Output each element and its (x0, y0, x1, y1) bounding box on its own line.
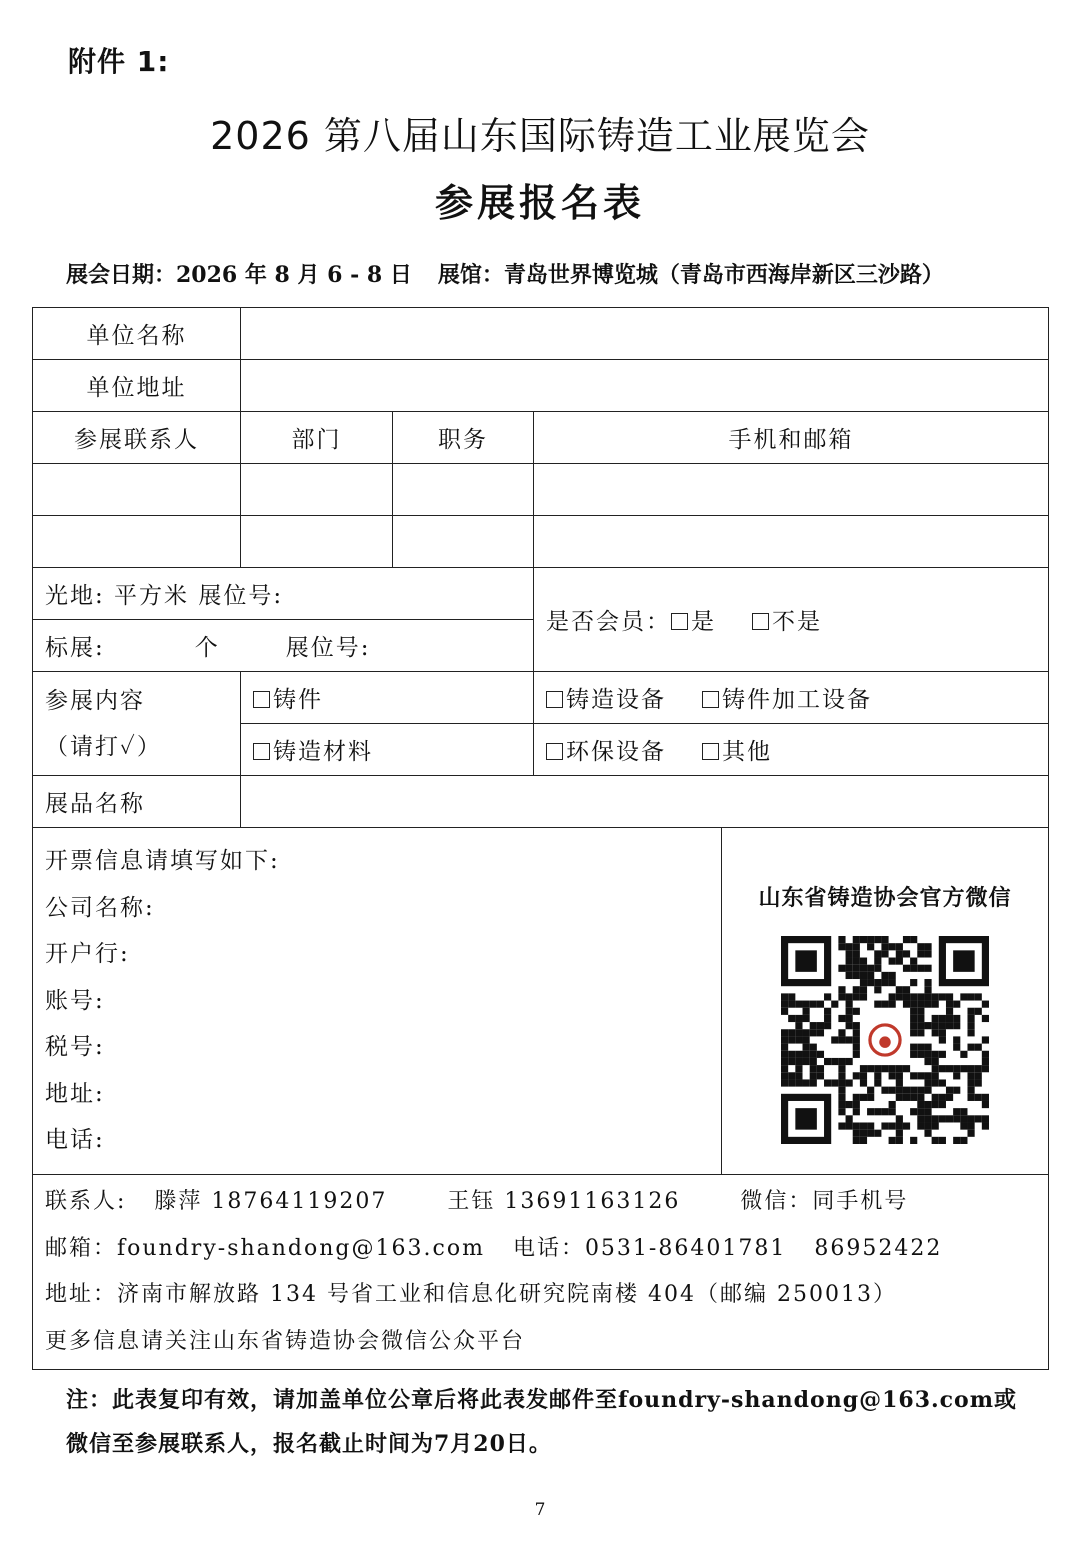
contact-header: 参展联系人 (33, 412, 241, 464)
casting-equipment-label: 铸造设备 (566, 687, 666, 713)
invoice-heading: 开票信息请填写如下: (45, 848, 280, 875)
exhibition-dates: 展会日期：2026 年 8 月 6 - 8 日 (66, 262, 412, 288)
castings-label: 铸件 (273, 687, 323, 713)
contact-person-1: 滕萍 18764119207 (154, 1189, 388, 1214)
option-equipment[interactable] (534, 672, 1049, 724)
invoice-account: 账号: (45, 987, 105, 1014)
member-question: 是否会员： (546, 609, 671, 635)
exhibition-info (66, 258, 944, 289)
contact-section (33, 1175, 1049, 1370)
exhibition-venue: 展馆：青岛世界博览城（青岛市西海岸新区三沙路） (437, 262, 944, 288)
phone-info-2: 86952422 (814, 1235, 943, 1261)
other-label: 其他 (722, 739, 772, 765)
standard-booth-unit: 个 (194, 635, 220, 661)
page-subtitle: 参展报名表 (434, 181, 645, 225)
option-castings[interactable] (241, 672, 534, 724)
environmental-checkbox[interactable] (546, 743, 563, 760)
phone-info: 电话：0531-86401781 (512, 1235, 787, 1261)
invoice-tax-id: 税号: (45, 1034, 105, 1061)
phone-email-field-2[interactable] (534, 516, 1049, 568)
invoice-address: 地址: (45, 1080, 105, 1107)
phone-email-header: 手机和邮箱 (534, 412, 1049, 464)
member-yes-checkbox[interactable] (671, 613, 688, 630)
exhibit-content-title: 参展内容 (45, 687, 145, 714)
standard-booth-number-label: 展位号: (285, 635, 371, 661)
membership-field (534, 568, 1049, 672)
standard-booth-label: 标展: (45, 635, 105, 661)
phone-email-field-1[interactable] (534, 464, 1049, 516)
member-yes-label: 是 (691, 609, 716, 635)
invoice-info-section[interactable] (33, 828, 722, 1175)
standard-booth-field[interactable] (33, 620, 534, 672)
company-address-label: 单位地址 (33, 360, 241, 412)
department-field-1[interactable] (241, 464, 393, 516)
member-no-checkbox[interactable] (752, 613, 769, 630)
email-info: 邮箱：foundry-shandong@163.com (45, 1235, 485, 1261)
raw-space-field[interactable]: 光地: 平方米 展位号: (33, 568, 534, 620)
contact-name-field-2[interactable] (33, 516, 241, 568)
machining-equipment-checkbox[interactable] (702, 691, 719, 708)
qr-title: 山东省铸造协会官方微信 (758, 884, 1012, 911)
environmental-label: 环保设备 (566, 739, 666, 765)
product-name-field[interactable] (241, 776, 1049, 828)
contact-line (45, 1179, 1036, 1226)
invoice-phone: 电话: (45, 1127, 105, 1154)
casting-equipment-checkbox[interactable] (546, 691, 563, 708)
more-info-line: 更多信息请关注山东省铸造协会微信公众平台 (45, 1328, 526, 1354)
wechat-info: 微信：同手机号 (740, 1189, 909, 1214)
option-environmental[interactable] (534, 724, 1049, 776)
materials-checkbox[interactable] (253, 743, 270, 760)
machining-equipment-label: 铸件加工设备 (722, 687, 872, 713)
option-materials[interactable] (241, 724, 534, 776)
footnote (66, 1378, 1026, 1466)
registration-form (32, 307, 1049, 1370)
company-name-field[interactable] (241, 308, 1049, 360)
contact-label: 联系人: (45, 1189, 127, 1214)
position-field-1[interactable] (393, 464, 534, 516)
department-field-2[interactable] (241, 516, 393, 568)
email-phone-line (45, 1226, 1036, 1273)
materials-label: 铸造材料 (273, 739, 373, 765)
page-number: 7 (534, 1500, 546, 1520)
note-line-1: 注：此表复印有效，请加盖单位公章后将此表发邮件至foundry-shandong@163.com或 (66, 1387, 1018, 1413)
member-no-label: 不是 (772, 609, 822, 635)
page-title: 2026 第八届山东国际铸造工业展览会 (210, 114, 870, 158)
note-line-2: 微信至参展联系人，报名截止时间为7月20日。 (66, 1431, 552, 1457)
other-checkbox[interactable] (702, 743, 719, 760)
qr-section (722, 828, 1049, 1175)
exhibit-content-label (33, 672, 241, 776)
attachment-label: 附件 1: (68, 45, 170, 78)
invoice-company: 公司名称: (45, 894, 155, 921)
invoice-bank: 开户行: (45, 941, 130, 968)
castings-checkbox[interactable] (253, 691, 270, 708)
position-field-2[interactable] (393, 516, 534, 568)
contact-name-field-1[interactable] (33, 464, 241, 516)
company-address-field[interactable] (241, 360, 1049, 412)
contact-person-2: 王钰 13691163126 (447, 1189, 681, 1214)
company-name-label: 单位名称 (33, 308, 241, 360)
department-header: 部门 (241, 412, 393, 464)
exhibit-content-hint: （请打✓） (45, 733, 162, 760)
address-line: 地址：济南市解放路 134 号省工业和信息化研究院南楼 404（邮编 250013） (45, 1282, 897, 1307)
product-name-label: 展品名称 (33, 776, 241, 828)
wechat-qr-code (781, 936, 989, 1144)
position-header: 职务 (393, 412, 534, 464)
